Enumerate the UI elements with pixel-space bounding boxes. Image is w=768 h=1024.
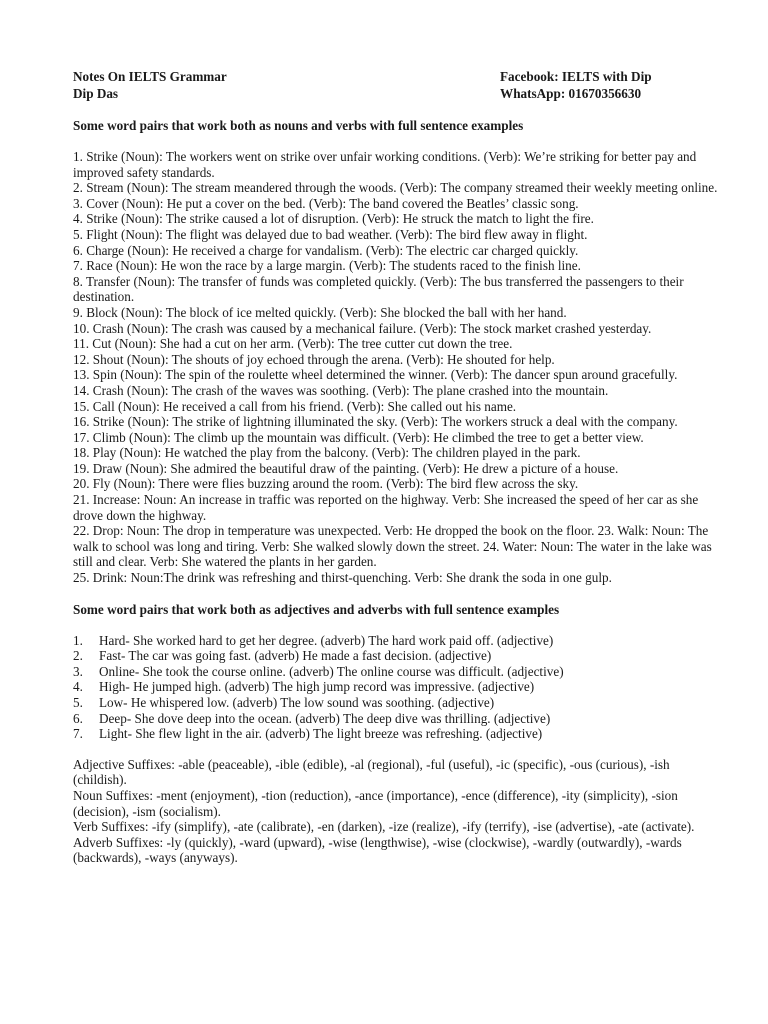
- list-item: 7. Race (Noun): He won the race by a large margin. (Verb): The students raced to the finish line.: [73, 258, 581, 274]
- section-heading-nouns-verbs: Some word pairs that work both as nouns and verbs with full sentence examples: [73, 118, 524, 133]
- adverb-suffixes: Adverb Suffixes: -ly (quickly), -ward (upward), -wise (lengthwise), -wise (clockwise), -wardly (outwardly), -wards (backwards), -ways (anyways).: [73, 834, 682, 866]
- author-name: Dip Das: [73, 86, 119, 101]
- list-item: 2. Stream (Noun): The stream meandered through the woods. (Verb): The company streamed their weekly meeting online.: [73, 180, 718, 196]
- list-number: 1.: [73, 632, 83, 648]
- list-text: Hard- She worked hard to get her degree. (adverb) The hard work paid off. (adjective): [99, 632, 554, 648]
- adjective-adverb-list: [73, 633, 718, 742]
- list-text: Online- She took the course online. (adverb) The online course was difficult. (adjective): [99, 663, 564, 679]
- list-number: 7.: [73, 726, 83, 742]
- list-item: 25. Drink: Noun:The drink was refreshing and thirst-quenching. Verb: She drank the soda in one gulp.: [73, 570, 612, 586]
- document-title: Notes On IELTS Grammar: [73, 69, 227, 84]
- list-item: 1. Strike (Noun): The workers went on strike over unfair working conditions. (Verb): We’re striking for better pay and improved safety standards.: [73, 149, 697, 180]
- header-right: [500, 68, 718, 102]
- list-item: 14. Crash (Noun): The crash of the waves was soothing. (Verb): The plane crashed into the mountain.: [73, 382, 609, 398]
- list-item: 4. Strike (Noun): The strike caused a lot of disruption. (Verb): He struck the match to light the fire.: [73, 211, 594, 227]
- list-item: 11. Cut (Noun): She had a cut on her arm. (Verb): The tree cutter cut down the tree.: [73, 336, 513, 352]
- list-text: High- He jumped high. (adverb) The high jump record was impressive. (adjective): [99, 679, 535, 695]
- noun-suffixes: Noun Suffixes: -ment (enjoyment), -tion (reduction), -ance (importance), -ence (difference), -ity (simplicity), -sion (decision), -ism (socialism).: [73, 787, 678, 819]
- list-item: 16. Strike (Noun): The strike of lightning illuminated the sky. (Verb): The workers struck a deal with the company.: [73, 414, 678, 430]
- whatsapp-contact: WhatsApp: 01670356630: [500, 86, 642, 101]
- adjective-suffixes: Adjective Suffixes: -able (peaceable), -ible (edible), -al (regional), -ful (useful), -ic (specific), -ous (curious), -ish (childish).: [73, 756, 670, 788]
- list-item: 22. Drop: Noun: The drop in temperature was unexpected. Verb: He dropped the book on the floor. 23. Walk: Noun: The walk to school was long and tiring. Verb: She walked slowly down the street. 24. Water: Noun: The water in the lake was still and clear. Verb: She watered the plants in her garden.: [73, 523, 712, 570]
- list-item: 12. Shout (Noun): The shouts of joy echoed through the arena. (Verb): He shouted for help.: [73, 351, 555, 367]
- list-item: 21. Increase: Noun: An increase in traffic was reported on the highway. Verb: She increased the speed of her car as she drove down the highway.: [73, 492, 699, 523]
- suffix-notes: [73, 757, 718, 866]
- list-text: Light- She flew light in the air. (adverb) The light breeze was refreshing. (adjective): [99, 726, 543, 742]
- list-number: 4.: [73, 679, 83, 695]
- list-item: [73, 726, 718, 742]
- header-left: [73, 68, 227, 102]
- list-item: 15. Call (Noun): He received a call from his friend. (Verb): She called out his name.: [73, 398, 517, 414]
- list-item: 18. Play (Noun): He watched the play from the balcony. (Verb): The children played in the park.: [73, 445, 581, 461]
- list-item: [73, 679, 718, 695]
- list-item: [73, 711, 718, 727]
- list-item: 3. Cover (Noun): He put a cover on the bed. (Verb): The band covered the Beatles’ classic song.: [73, 195, 579, 211]
- list-text: Low- He whispered low. (adverb) The low sound was soothing. (adjective): [99, 695, 495, 710]
- list-item: 10. Crash (Noun): The crash was caused by a mechanical failure. (Verb): The stock market crashed yesterday.: [73, 320, 652, 336]
- list-item: [73, 664, 718, 680]
- list-item: 6. Charge (Noun): He received a charge for vandalism. (Verb): The electric car charged quickly.: [73, 242, 579, 258]
- list-number: 3.: [73, 663, 83, 679]
- list-text: Fast- The car was going fast. (adverb) He made a fast decision. (adjective): [99, 648, 492, 664]
- list-item: 9. Block (Noun): The block of ice melted quickly. (Verb): She blocked the ball with her hand.: [73, 304, 567, 320]
- list-item: [73, 648, 718, 664]
- list-item: 8. Transfer (Noun): The transfer of funds was completed quickly. (Verb): The bus transferred the passengers to their destination.: [73, 273, 684, 305]
- list-item: [73, 633, 718, 649]
- section-heading-adjectives-adverbs: Some word pairs that work both as adjectives and adverbs with full sentence examples: [73, 601, 560, 617]
- list-text: Deep- She dove deep into the ocean. (adverb) The deep dive was thrilling. (adjective): [99, 710, 551, 726]
- list-item: 19. Draw (Noun): She admired the beautiful draw of the painting. (Verb): He drew a picture of a house.: [73, 460, 619, 476]
- list-item: 5. Flight (Noun): The flight was delayed due to bad weather. (Verb): The bird flew away in flight.: [73, 226, 588, 242]
- verb-suffixes: Verb Suffixes: -ify (simplify), -ate (calibrate), -en (darken), -ize (realize), -ify (terrify), -ise (advertise), -ate (activate).: [73, 819, 695, 835]
- noun-verb-list: [73, 149, 718, 586]
- list-item: [73, 695, 718, 711]
- list-number: 6.: [73, 710, 83, 726]
- list-number: 5.: [73, 695, 83, 710]
- list-item: 13. Spin (Noun): The spin of the roulette wheel determined the winner. (Verb): The dancer spun around gracefully.: [73, 367, 678, 383]
- facebook-contact: Facebook: IELTS with Dip: [500, 69, 652, 84]
- list-item: 20. Fly (Noun): There were flies buzzing around the room. (Verb): The bird flew across the sky.: [73, 476, 579, 492]
- list-item: 17. Climb (Noun): The climb up the mountain was difficult. (Verb): He climbed the tree to get a better view.: [73, 429, 644, 445]
- list-number: 2.: [73, 648, 83, 664]
- page-header: [73, 68, 718, 102]
